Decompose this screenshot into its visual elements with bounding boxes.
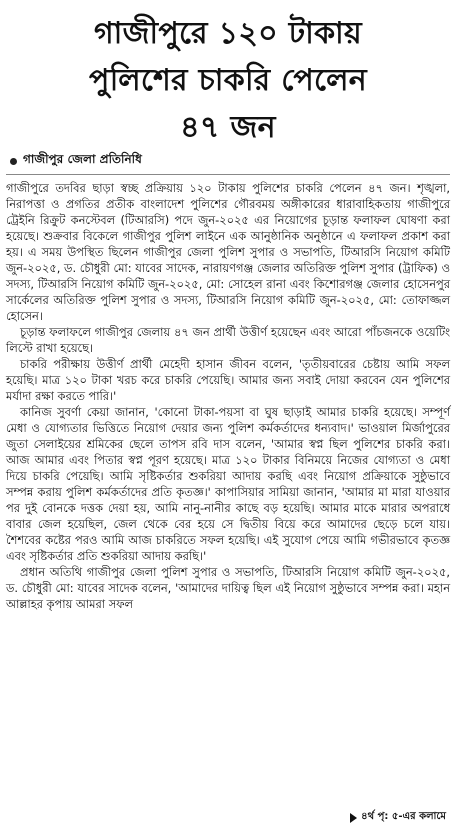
headline-line-3: ৪৭ জন (180, 110, 276, 145)
paragraph-3: চাকরি পরীক্ষায় উত্তীর্ণ প্রার্থী মেহেদী হাসান জীবন বলেন, 'তৃতীয়বারের চেষ্টায় আমি সফল হয়েছি। মাত্র ১২০ টাকা খরচ করে চাকরি পেয়েছি। আমার জন্য সবাই দোয়া করবেন যেন পুলিশের মর্যাদা রক্ষা করতে পারি।' (6, 357, 450, 403)
headline-line-2: পুলিশের চাকরি পেলেন (89, 63, 367, 98)
byline-text: গাজীপুর জেলা প্রতিনিধি (23, 152, 142, 166)
continuation-note[interactable] (350, 809, 446, 826)
paragraph-5: প্রধান অতিথি গাজীপুর জেলা পুলিশ সুপার ও সভাপতি, টিআরসি নিয়োগ কমিটি জুন-২০২৫, ড. চৌধুরী মো: যাবের সাদেক বলেন, 'আমাদের দায়িত্ব ছিল এই নিয়োগ সুষ্ঠুভাবে সম্পন্ন করা। মহান আল্লাহর কৃপায় আমরা সফল (6, 565, 450, 611)
headline (0, 0, 456, 151)
continuation-text: ৪র্থ পৃ: ৫-এর কলামে (361, 811, 446, 822)
article-body (6, 180, 450, 612)
bullet-icon (10, 158, 17, 165)
triangle-arrow-icon (350, 813, 357, 823)
byline (6, 152, 450, 170)
headline-line-1: গাজীপুরে ১২০ টাকায় (93, 16, 363, 51)
divider (6, 174, 450, 175)
paragraph-4: কানিজ সুবর্ণা কেয়া জানান, 'কোনো টাকা-পয়সা বা ঘুষ ছাড়াই আমার চাকরি হয়েছে। সম্পূর্ণ মেধা ও যোগ্যতার ভিত্তিতে নিয়োগ দেয়ার জন্য পুলিশ কর্মকর্তাদের ধন্যবাদ।' ভাওয়াল মির্জাপুরের জুতা সেলাইয়ের শ্রমিকের ছেলে তাপস রবি দাস বলেন, 'আমার স্বপ্ন ছিল পুলিশের চাকরি করা। আজ আমার এবং পিতার স্বপ্ন পূরণ হয়েছে। মাত্র ১২০ টাকার বিনিময়ে নিজের যোগ্যতা ও মেধা দিয়ে চাকরি পেয়েছি। আমি সৃষ্টিকর্তার শুকরিয়া আদায় করছি এবং নিয়োগ প্রক্রিয়াকে সুষ্ঠুভাবে সম্পন্ন করায় পুলিশ কর্মকর্তাদের প্রতি কৃতজ্ঞ।' কাপাসিয়ার সামিয়া জানান, 'আমার মা মারা যাওয়ার পর দুই বোনকে দত্তক দেয়া হয়, আমি নানু-নানীর কাছে বড় হয়েছি। আমার মাকে মারার অপরাধে বাবার জেল হয়েছিল, জেল থেকে বের হয়ে সে দ্বিতীয় বিয়ে করে আমাদের ছেড়ে চলে যায়। শৈশবের কষ্টের পরও আমি আজ চাকরিতে সফল হয়েছি। এই সুযোগ পেয়ে আমি গভীরভাবে কৃতজ্ঞ এবং সৃষ্টিকর্তার প্রতি শুকরিয়া আদায় করছি।' (6, 405, 450, 563)
paragraph-2: চূড়ান্ত ফলাফলে গাজীপুর জেলায় ৪৭ জন প্রার্থী উত্তীর্ণ হয়েছেন এবং আরো পাঁচজনকে ওয়েটিং লিস্টে রাখা হয়েছে। (6, 325, 450, 355)
paragraph-1: গাজীপুরে তদবির ছাড়া স্বচ্ছ প্রক্রিয়ায় ১২০ টাকায় পুলিশের চাকরি পেলেন ৪৭ জন। শৃঙ্খলা, নিরাপত্তা ও প্রগতির প্রতীক বাংলাদেশ পুলিশের গৌরবময় অঙ্গীকারের ধারাবাহিকতায় গাজীপুরে ট্রেইনি রিক্রুট কনস্টেবল (টিআরসি) পদে জুন-২০২৫ এর নিয়োগের চূড়ান্ত ফলাফল ঘোষণা করা হয়েছে। শুক্রবার বিকেলে গাজীপুর পুলিশ লাইনে এক আনুষ্ঠানিক অনুষ্ঠানে এ ফলাফল প্রকাশ করা হয়। এ সময় উপস্থিত ছিলেন গাজীপুর জেলা পুলিশ সুপার ও সভাপতি, টিআরসি নিয়োগ কমিটি জুন-২০২৫, ড. চৌধুরী মো: যাবের সাদেক, নারায়ণগঞ্জ জেলার অতিরিক্ত পুলিশ সুপার (ট্রাফিক) ও সদস্য, টিআরসি নিয়োগ কমিটি জুন-২০২৫, মো: সোহেল রানা এবং কিশোরগঞ্জ জেলার হোসেনপুর সার্কেলের অতিরিক্ত পুলিশ সুপার ও সদস্য, টিআরসি নিয়োগ কমিটি জুন-২০২৫, মো: তোফাজ্জল হোসেন। (6, 181, 450, 323)
